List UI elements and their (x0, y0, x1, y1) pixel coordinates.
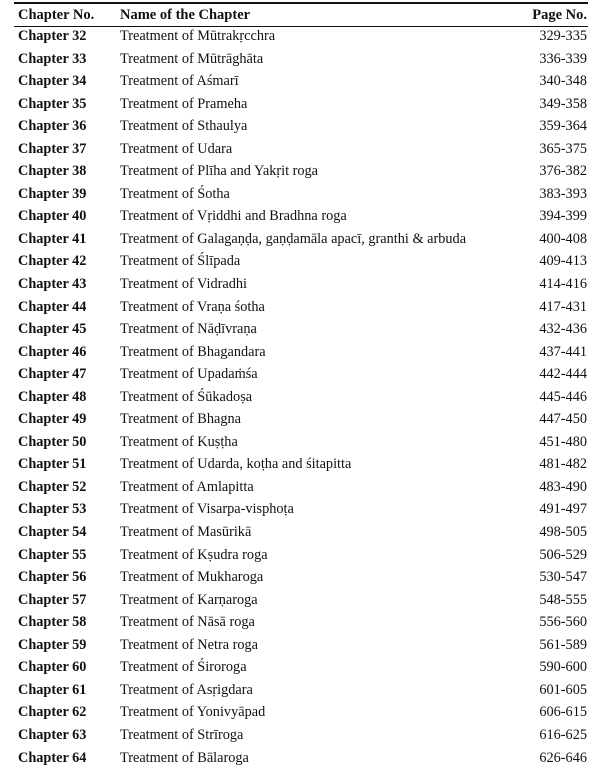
table-row (0, 635, 600, 658)
chapter-number: Chapter 57 (18, 592, 86, 609)
chapter-name: Treatment of Mūtrāghāta (120, 51, 263, 68)
chapter-number: Chapter 38 (18, 163, 86, 180)
table-row (0, 477, 600, 500)
table-row (0, 319, 600, 342)
table-row (0, 748, 600, 770)
table-row (0, 116, 600, 139)
chapter-name: Treatment of Yonivyāpad (120, 704, 265, 721)
page-range: 601-605 (539, 682, 587, 699)
chapter-name: Treatment of Nāsā roga (120, 614, 255, 631)
table-row (0, 680, 600, 703)
chapter-name: Treatment of Mūtrakṛcchra (120, 28, 275, 45)
chapter-number: Chapter 44 (18, 299, 86, 316)
page-range: 606-615 (539, 704, 587, 721)
chapter-name: Treatment of Śūkadoṣa (120, 389, 252, 406)
table-row (0, 229, 600, 252)
page-range: 359-364 (539, 118, 587, 135)
chapter-name: Treatment of Amlapitta (120, 479, 254, 496)
page-range: 447-450 (539, 411, 587, 428)
chapter-name: Treatment of Udara (120, 141, 232, 158)
chapter-number: Chapter 47 (18, 366, 86, 383)
header-chapter-no: Chapter No. (18, 7, 94, 24)
table-row (0, 274, 600, 297)
chapter-name: Treatment of Kuṣṭha (120, 434, 238, 451)
chapter-number: Chapter 32 (18, 28, 86, 45)
chapter-name: Treatment of Vṛiddhi and Bradhna roga (120, 208, 347, 225)
chapter-name: Treatment of Visarpa-visphoṭa (120, 501, 294, 518)
chapter-name: Treatment of Karṇaroga (120, 592, 258, 609)
chapter-name: Treatment of Galagaṇḍa, gaṇḍamāla apacī, granthi & arbuda (120, 231, 466, 248)
chapter-number: Chapter 56 (18, 569, 86, 586)
page-range: 437-441 (539, 344, 587, 361)
chapter-name: Treatment of Netra roga (120, 637, 258, 654)
chapter-name: Treatment of Strīroga (120, 727, 243, 744)
table-row (0, 364, 600, 387)
page-range: 329-335 (539, 28, 587, 45)
chapter-number: Chapter 37 (18, 141, 86, 158)
page-range: 400-408 (539, 231, 587, 248)
chapter-number: Chapter 41 (18, 231, 86, 248)
page-range: 481-482 (539, 456, 587, 473)
chapter-name: Treatment of Śiroroga (120, 659, 247, 676)
page-range: 340-348 (539, 73, 587, 90)
chapter-number: Chapter 49 (18, 411, 86, 428)
chapter-name: Treatment of Aśmarī (120, 73, 239, 90)
page-range: 616-625 (539, 727, 587, 744)
page-range: 417-431 (539, 299, 587, 316)
chapter-name: Treatment of Mukharoga (120, 569, 263, 586)
page-range: 556-560 (539, 614, 587, 631)
page-range: 548-555 (539, 592, 587, 609)
page-range: 394-399 (539, 208, 587, 225)
page-range: 432-436 (539, 321, 587, 338)
table-row (0, 297, 600, 320)
table-header (0, 3, 600, 27)
chapter-number: Chapter 62 (18, 704, 86, 721)
table-row (0, 409, 600, 432)
page-range: 590-600 (539, 659, 587, 676)
chapter-number: Chapter 60 (18, 659, 86, 676)
page-range: 376-382 (539, 163, 587, 180)
page-range: 442-444 (539, 366, 587, 383)
page-range: 336-339 (539, 51, 587, 68)
chapter-number: Chapter 55 (18, 547, 86, 564)
chapter-name: Treatment of Bhagandara (120, 344, 266, 361)
chapter-name: Treatment of Vidradhi (120, 276, 247, 293)
table-row (0, 342, 600, 365)
table-row (0, 184, 600, 207)
chapter-name: Treatment of Bhagna (120, 411, 241, 428)
chapter-number: Chapter 42 (18, 253, 86, 270)
chapter-number: Chapter 64 (18, 750, 86, 767)
chapter-name: Treatment of Plīha and Yakṛit roga (120, 163, 318, 180)
chapter-number: Chapter 35 (18, 96, 86, 113)
page-range: 626-646 (539, 750, 587, 767)
page-range: 445-446 (539, 389, 587, 406)
chapter-name: Treatment of Upadaṁśa (120, 366, 258, 383)
chapter-number: Chapter 34 (18, 73, 86, 90)
chapter-name: Treatment of Asṛigdara (120, 682, 253, 699)
chapter-name: Treatment of Sthaulya (120, 118, 247, 135)
header-page-no: Page No. (532, 7, 587, 24)
table-row (0, 657, 600, 680)
page-range: 451-480 (539, 434, 587, 451)
chapter-name: Treatment of Nāḍīvraṇa (120, 321, 257, 338)
table-row (0, 71, 600, 94)
page-range: 383-393 (539, 186, 587, 203)
chapter-number: Chapter 59 (18, 637, 86, 654)
chapter-name: Treatment of Masūrikā (120, 524, 251, 541)
table-row (0, 206, 600, 229)
table-row (0, 499, 600, 522)
table-row (0, 702, 600, 725)
chapter-number: Chapter 33 (18, 51, 86, 68)
page-range: 506-529 (539, 547, 587, 564)
table-body (0, 26, 600, 770)
table-row (0, 454, 600, 477)
chapter-name: Treatment of Udarda, koṭha and śitapitta (120, 456, 351, 473)
table-row (0, 612, 600, 635)
page-range: 414-416 (539, 276, 587, 293)
table-row (0, 545, 600, 568)
chapter-name: Treatment of Śotha (120, 186, 230, 203)
chapter-number: Chapter 51 (18, 456, 86, 473)
chapter-number: Chapter 48 (18, 389, 86, 406)
table-row (0, 49, 600, 72)
page-range: 349-358 (539, 96, 587, 113)
chapter-name: Treatment of Kṣudra roga (120, 547, 268, 564)
header-chapter-name: Name of the Chapter (120, 7, 250, 24)
chapter-number: Chapter 50 (18, 434, 86, 451)
chapter-number: Chapter 58 (18, 614, 86, 631)
chapter-number: Chapter 40 (18, 208, 86, 225)
page-range: 530-547 (539, 569, 587, 586)
page-range: 365-375 (539, 141, 587, 158)
chapter-number: Chapter 39 (18, 186, 86, 203)
page-range: 483-490 (539, 479, 587, 496)
table-row (0, 161, 600, 184)
chapter-number: Chapter 45 (18, 321, 86, 338)
chapter-number: Chapter 36 (18, 118, 86, 135)
chapter-number: Chapter 53 (18, 501, 86, 518)
chapter-name: Treatment of Bālaroga (120, 750, 249, 767)
chapter-number: Chapter 63 (18, 727, 86, 744)
chapter-number: Chapter 54 (18, 524, 86, 541)
page-range: 409-413 (539, 253, 587, 270)
chapter-name: Treatment of Prameha (120, 96, 247, 113)
chapter-name: Treatment of Ślīpada (120, 253, 240, 270)
table-row (0, 251, 600, 274)
page-range: 561-589 (539, 637, 587, 654)
chapter-name: Treatment of Vraṇa śotha (120, 299, 265, 316)
chapter-number: Chapter 52 (18, 479, 86, 496)
table-row (0, 139, 600, 162)
table-row (0, 567, 600, 590)
table-row (0, 590, 600, 613)
table-row (0, 94, 600, 117)
table-row (0, 522, 600, 545)
table-row (0, 432, 600, 455)
table-row (0, 725, 600, 748)
chapter-number: Chapter 46 (18, 344, 86, 361)
chapter-number: Chapter 43 (18, 276, 86, 293)
chapter-number: Chapter 61 (18, 682, 86, 699)
page-range: 491-497 (539, 501, 587, 518)
table-row (0, 387, 600, 410)
table-row (0, 26, 600, 49)
page-range: 498-505 (539, 524, 587, 541)
